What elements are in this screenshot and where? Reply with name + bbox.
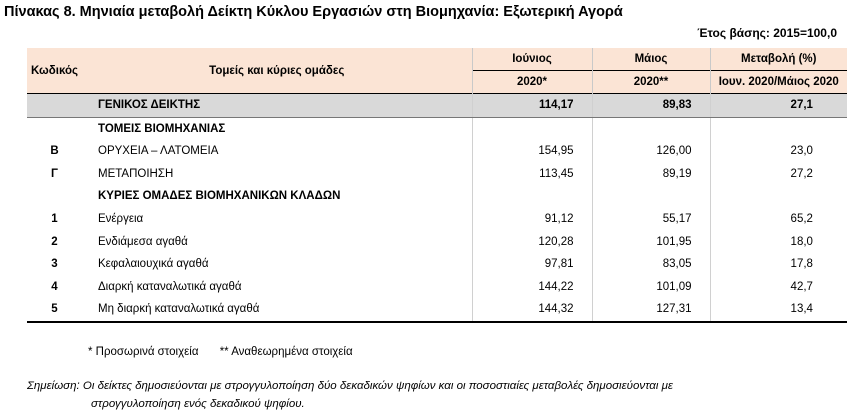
row-code: 1	[51, 212, 58, 225]
row-change: 27,2	[710, 163, 847, 186]
row-code: Β	[50, 145, 59, 158]
row-june: 91,12	[472, 208, 592, 231]
header-sectors: Τομείς και κύριες ομάδες	[82, 48, 472, 94]
sectors-heading: ΤΟΜΕΙΣ ΒΙΟΜΗΧΑΝΙΑΣ	[98, 122, 226, 135]
total-change: 27,1	[710, 94, 847, 118]
header-change: Μεταβολή (%)	[710, 48, 847, 71]
row-may: 89,19	[592, 163, 710, 186]
row-change: 23,0	[710, 140, 847, 163]
row-label: Ενέργεια	[98, 212, 144, 225]
row-label: Μη διαρκή καταναλωτικά αγαθά	[82, 298, 472, 322]
total-may: 89,83	[592, 94, 710, 118]
row-june: 154,95	[472, 140, 592, 163]
row-code: 3	[51, 258, 58, 271]
row-change: 42,7	[710, 276, 847, 299]
row-change: 17,8	[710, 253, 847, 276]
row-june: 113,45	[472, 163, 592, 186]
row-may: 55,17	[592, 208, 710, 231]
header-code: Κωδικός	[27, 48, 82, 94]
header-change-period: Ιουν. 2020/Μάιος 2020	[710, 71, 847, 94]
header-may: Μάιος	[592, 48, 710, 71]
table-row	[27, 231, 847, 254]
row-may: 101,95	[592, 231, 710, 254]
row-code: Γ	[51, 167, 58, 180]
note-text-line2: στρογγυλοποίηση ενός δεκαδικού ψηφίου.	[91, 398, 305, 410]
header-may-year: 2020**	[592, 71, 710, 94]
row-june: 97,81	[472, 253, 592, 276]
row-june: 144,32	[472, 298, 592, 322]
turnover-table	[27, 48, 847, 323]
row-change: 65,2	[710, 208, 847, 231]
row-code: 2	[51, 235, 58, 248]
row-may: 126,00	[592, 140, 710, 163]
table-row	[27, 140, 847, 163]
row-label: ΟΡΥΧΕΙΑ – ΛΑΤΟΜΕΙΑ	[98, 145, 219, 158]
header-june: Ιούνιος	[472, 48, 592, 71]
row-may: 127,31	[592, 298, 710, 322]
table-row	[27, 163, 847, 186]
footnote-provisional: * Προσωρινά στοιχεία	[88, 346, 199, 358]
row-code: 4	[51, 280, 58, 293]
row-change: 18,0	[710, 231, 847, 254]
row-change: 13,4	[710, 298, 847, 322]
table-row	[27, 276, 847, 299]
footnote-revised: ** Αναθεωρημένα στοιχεία	[219, 346, 353, 358]
note-text-line1: Οι δείκτες δημοσιεύονται με στρογγυλοποίηση δύο δεκαδικών ψηφίων και οι ποσοστιαίες μεταβολές δημοσιεύονται με	[82, 380, 673, 392]
total-june: 114,17	[472, 94, 592, 118]
footnotes	[88, 346, 371, 358]
row-may: 101,09	[592, 276, 710, 299]
table-row	[27, 298, 847, 322]
row-label: Κεφαλαιουχικά αγαθά	[98, 258, 209, 271]
base-year-label: Έτος βάσης: 2015=100,0	[697, 26, 837, 40]
table-title: Πίνακας 8. Μηνιαία μεταβολή Δείκτη Κύκλου Εργασιών στη Βιομηχανία: Εξωτερική Αγορά	[4, 4, 623, 20]
groups-heading-row	[27, 185, 847, 208]
sectors-heading-row	[27, 117, 847, 140]
table-row	[27, 208, 847, 231]
table-row	[27, 253, 847, 276]
header-row-1	[27, 48, 847, 71]
note	[27, 377, 673, 413]
total-label: ΓΕΝΙΚΟΣ ΔΕΙΚΤΗΣ	[82, 94, 472, 118]
note-label: Σημείωση:	[27, 380, 80, 392]
row-june: 120,28	[472, 231, 592, 254]
row-code: 5	[27, 298, 82, 322]
row-label: ΜΕΤΑΠΟΙΗΣΗ	[98, 167, 174, 180]
header-june-year: 2020*	[472, 71, 592, 94]
total-row	[27, 94, 847, 118]
row-label: Ενδιάμεσα αγαθά	[98, 235, 188, 248]
groups-heading: ΚΥΡΙΕΣ ΟΜΑΔΕΣ ΒΙΟΜΗΧΑΝΙΚΩΝ ΚΛΑΔΩΝ	[98, 190, 341, 203]
row-june: 144,22	[472, 276, 592, 299]
row-may: 83,05	[592, 253, 710, 276]
row-label: Διαρκή καταναλωτικά αγαθά	[98, 280, 242, 293]
